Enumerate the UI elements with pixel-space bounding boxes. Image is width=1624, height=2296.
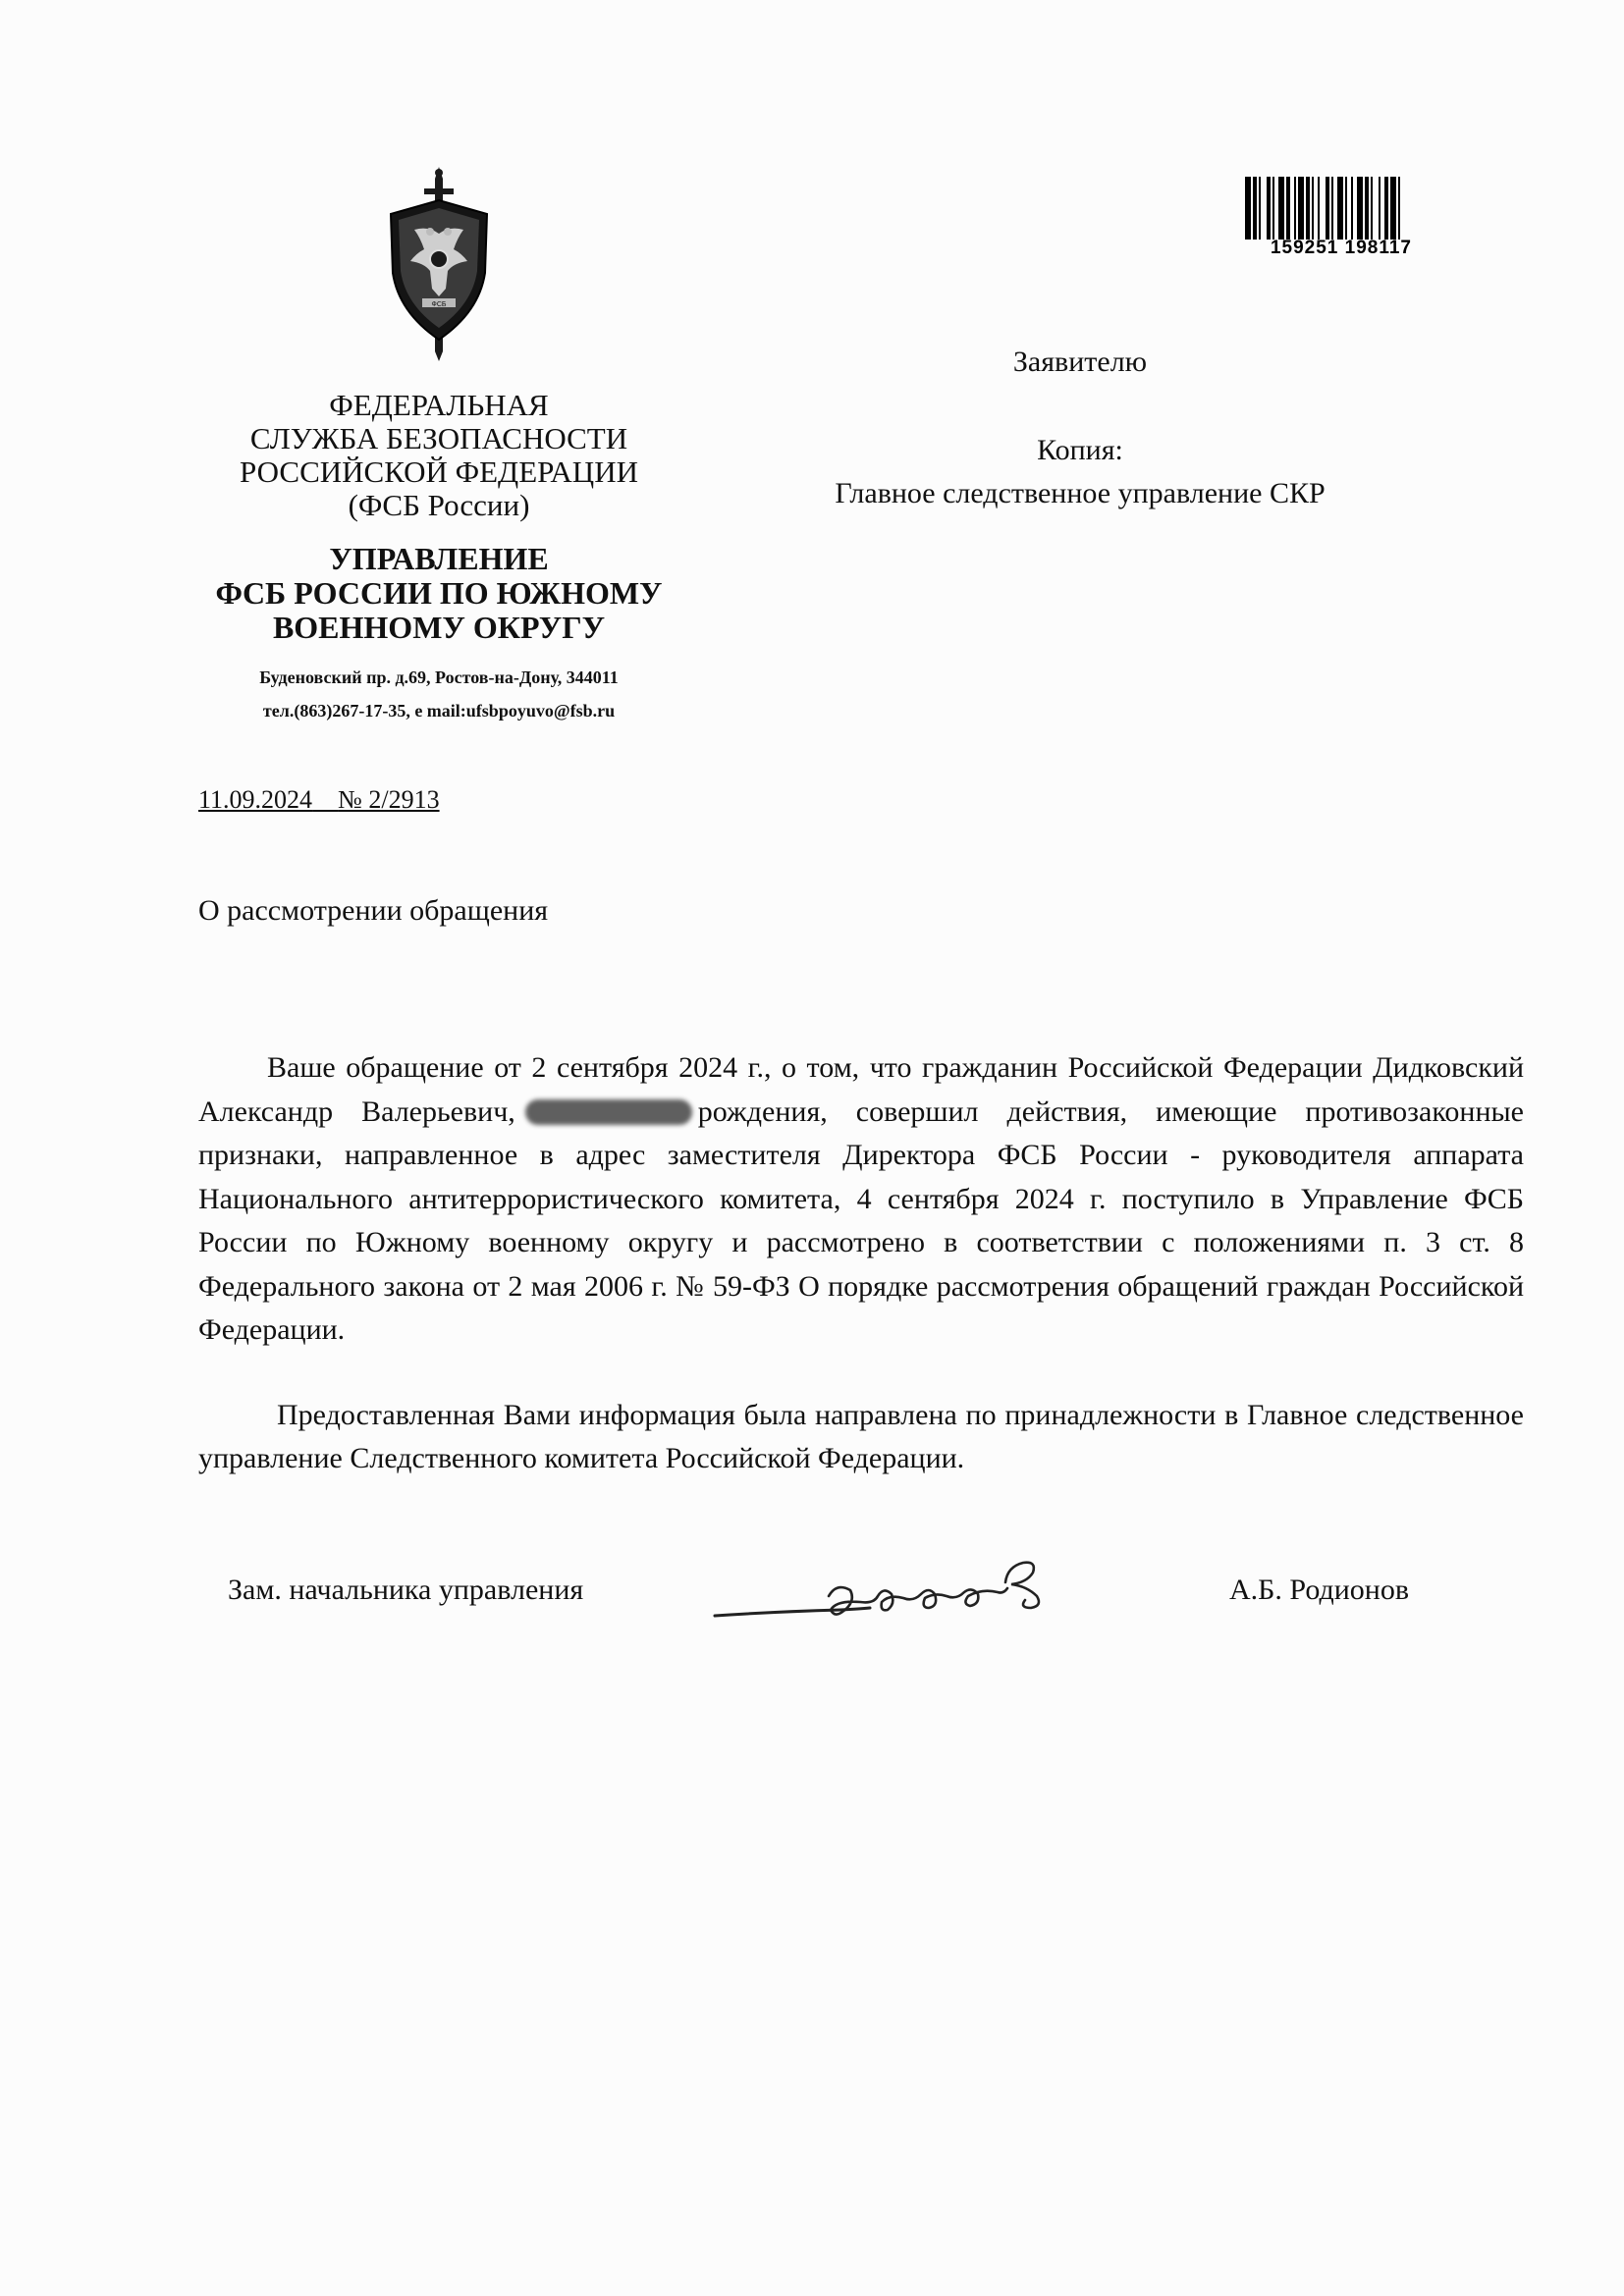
signatory-name: А.Б. Родионов	[1229, 1574, 1410, 1606]
signatory-position: Зам. начальника управления	[228, 1574, 584, 1606]
handwritten-signature-icon	[713, 1553, 1155, 1651]
barcode-number: 159251 198117	[1270, 238, 1413, 258]
letter-body	[198, 1046, 1524, 1481]
svg-text:ФСБ: ФСБ	[431, 301, 447, 308]
recipient-title: Заявителю	[1012, 346, 1148, 378]
copy-label: Копия:	[1037, 434, 1123, 466]
subject-line: О рассмотрении обращения	[198, 894, 549, 927]
barcode-bars-icon	[1245, 177, 1437, 240]
address: Буденовский пр. д.69, Ростов-на-Дону, 344011	[259, 667, 619, 687]
paragraph: Предоставленная Вами информация была направлена по принадлежности в Главное следственное управление Следственного комитета Российской Федерации.	[198, 1398, 1524, 1474]
org-line: СЛУЖБА БЕЗОПАСНОСТИ	[249, 421, 628, 455]
paragraph-text: рождения, совершил действия, имеющие противозаконные признаки, направленное в адрес заместителя Директора ФСБ России - руководителя аппарата Национального антитеррористического комитета, 4 сентября 2024 г. поступило в Управление ФСБ России по Южному военному округу и рассмотрено в соответствии с положениями п. 3 ст. 8 Федерального закона от 2 мая 2006 г. № 59-ФЗ О порядке рассмотрения обращений граждан Российской Федерации.	[198, 1095, 1524, 1346]
paragraph-text: Ваше обращение от 2 сентября 2024 г., о том, что гражданин Российской Федерации Дидковский Александр Валерьевич,	[198, 1051, 1524, 1128]
copy-recipient: Главное следственное управление СКР	[835, 477, 1326, 509]
org-line: РОССИЙСКОЙ ФЕДЕРАЦИИ	[240, 454, 638, 489]
paragraph	[198, 1046, 1524, 1353]
organization-header	[147, 389, 731, 727]
registration-number: № 2/2913	[338, 785, 440, 814]
org-line: (ФСБ России)	[348, 488, 530, 522]
barcode	[1245, 177, 1437, 261]
registration-date: 11.09.2024	[198, 785, 313, 814]
fsb-emblem-icon	[381, 165, 497, 361]
dept-line: УПРАВЛЕНИЕ	[329, 541, 549, 576]
org-line: ФЕДЕРАЛЬНАЯ	[329, 388, 549, 422]
contacts: тел.(863)267-17-35, е mail:ufsbpoyuvo@fsb.ru	[262, 701, 616, 721]
organization-name	[147, 389, 731, 522]
dept-line: ВОЕННОМУ ОКРУГУ	[272, 610, 606, 645]
dept-line: ФСБ РОССИИ ПО ЮЖНОМУ	[215, 575, 663, 611]
department-name	[147, 542, 731, 645]
registration-line	[198, 785, 440, 815]
redacted-birthdate	[525, 1099, 692, 1125]
